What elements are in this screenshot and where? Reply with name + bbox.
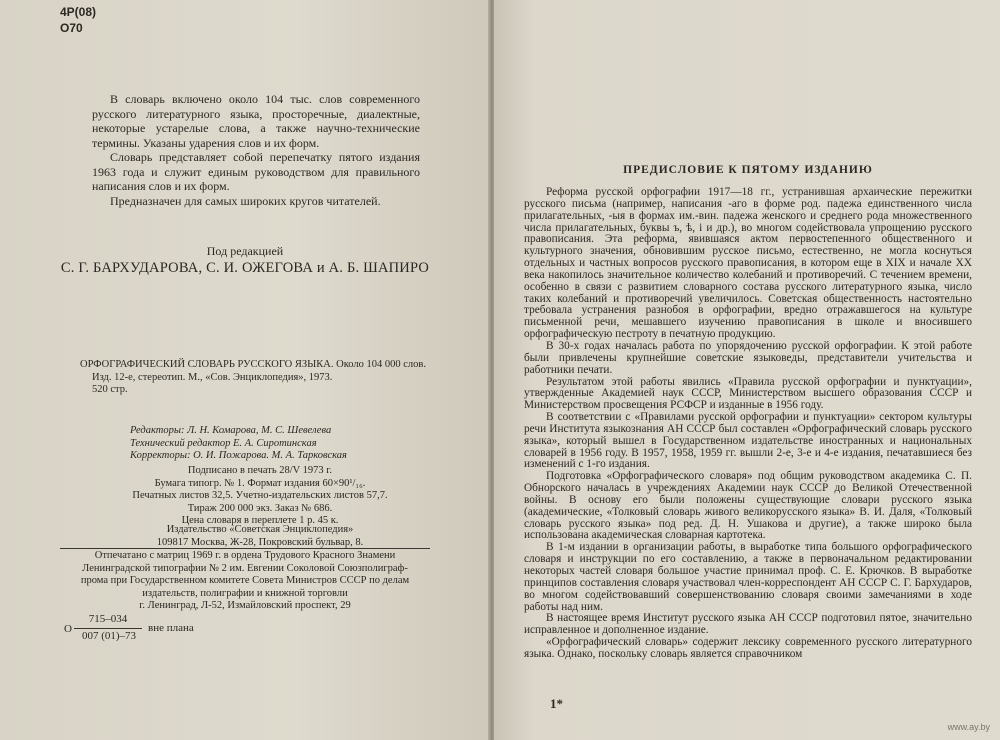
publisher-line: 109817 Москва, Ж-28, Покровский бульвар, 8. [156, 536, 364, 548]
foreword-heading: ПРЕДИСЛОВИЕ К ПЯТОМУ ИЗДАНИЮ [623, 164, 873, 176]
code-suffix: вне плана [148, 622, 194, 634]
print-data-line: Тираж 200 000 экз. Заказ № 686. [187, 502, 333, 514]
code-denominator: 007 (01)–73 [81, 630, 137, 642]
editors-names: С. Г. БАРХУДАРОВА, С. И. ОЖЕГОВА и А. Б. ШАПИРО [60, 260, 430, 276]
foreword-paragraph: «Орфографический словарь» содержит лексику современного русского литературного языка. Однако, поскольку словарь является справочником [524, 636, 972, 660]
foreword-paragraph: В 30-х годах началась работа по упорядочению русской орфографии. К этой работе были привлечены крупнейшие советские языковеды, представители учительства и работники печати. [524, 339, 972, 376]
foreword-paragraph: В настоящее время Институт русского языка АН СССР подготовил пятое, значительно исправленное и дополненное издание. [524, 612, 972, 637]
annotation-paragraph: В словарь включено около 104 тыс. слов современного русского литературного языка, просторечные, диалектные, некоторые устарелые слова, а также научно-технические термины. Указаны ударения слов и их форм. [92, 92, 420, 150]
catalog-entry [80, 359, 460, 397]
print-data-line: Бумага типогр. № 1. Формат издания 60×90¹/₁₆. [154, 477, 366, 489]
staff-line: Технический редактор Е. А. Сиротинская [130, 437, 317, 449]
annotation-paragraph: Предназначен для самых широких кругов читателей. [110, 193, 381, 208]
code-prefix: О [64, 623, 72, 635]
printer-line: г. Ленинград, Л-52, Измайловский проспект, 29 [139, 600, 351, 611]
right-page [494, 0, 1000, 740]
foreword-paragraph: Подготовка «Орфографического словаря» под общим руководством академика С. П. Обнорского началась в учреждениях Академии наук СССР до Великой Отечественной войны. В основу его были положены существующие словари русского языка (академические, «Толковый словарь живого великорусского языка» В. И. Даля, «Толковый словарь русского языка» под ред. Д. Н. Ушакова и другие), а также широко была использована академическая словарная картотека. [524, 470, 972, 542]
page-number: 1* [550, 696, 563, 711]
editorship-label: Под редакцией [206, 244, 284, 258]
foreword-paragraph: В соответствии с «Правилами русской орфографии и пунктуации» сектором культуры речи Института языкознания АН СССР был составлен «Орфографический словарь русского языка», который вышел в Государственном издательстве иностранных и национальных словарей в 1956 году. В 1957, 1958, 1959 гг. вышли 2-е, 3-е и 4-е издания, печатавшиеся без изменений с 1-го издания. [524, 411, 972, 471]
catalog-line: ОРФОГРАФИЧЕСКИЙ СЛОВАРЬ РУССКОГО ЯЗЫКА. Около 104 000 слов. [80, 359, 426, 370]
print-data-line: Печатных листов 32,5. Учетно-издательских листов 57,7. [132, 490, 388, 501]
publisher-info [80, 524, 440, 549]
staff-credits [130, 425, 460, 463]
catalog-line: 520 стр. [92, 384, 128, 395]
foreword-paragraph: В 1-м издании в организации работы, в выработке типа большого орфографического словаря и инструкции по его составлению, а также в первоначальном редактировании некоторых частей словаря большое участие принимал проф. С. Е. Крючков. В выработке принципов составления словаря участвовал член-корреспондент АН СССР С. Г. Бархударов, во многом содействовавший совершенствованию словаря своими замечаниями в ходе работы над ним. [524, 541, 972, 613]
printer-line: прома при Государственном комитете Совета Министров СССР по делам [80, 575, 410, 586]
left-page [0, 0, 490, 740]
print-data-line: Цена словаря в переплете 1 р. 45 к. [181, 515, 339, 526]
printer-info [60, 550, 430, 613]
printer-line: Отпечатано с матриц 1969 г. в ордена Трудового Красного Знамени [94, 550, 396, 561]
publication-code [62, 613, 282, 647]
code-numerator: 715–034 [88, 613, 128, 625]
staff-line: Редакторы: Л. Н. Комарова, М. С. Шевелева [130, 425, 332, 436]
code-fraction-bar [74, 628, 142, 629]
printer-line: издательств, полиграфии и книжной торговли [142, 587, 348, 599]
foreword-paragraph: Реформа русской орфографии 1917—18 гг., устранившая архаические пережитки русского письма (например, написания -аго в форме род. падежа единственного числа прилагательных, -ыя в формах им.-вин. падежа женского и среднего рода множественного числа прилагательных, буквы ъ, ѣ, і и др.), во многом содействовала упрощению русского правописания. Эта реформа, явившаяся актом первостепенного общественного и культурного значения, обновившим русское письмо, естественно, не могла коснуться отдельных и частных вопросов русского правописания, в котором еще в XIX и начале XX века накопилось значительное количество колебаний и противоречий. С течением времени, особенно в связи с развитием словарного состава русского литературного языка, число таких колебаний и противоречий увеличилось. Советская общественность настоятельно требовала устранения разнобоя в орфографии, вредно отражавшегося на культуре письменной речи, мешавшего изучению правописания в школе и вносившего орфографическую пестроту в печатную продукцию. [524, 186, 972, 341]
annotation-block [92, 92, 420, 208]
publisher-line: Издательство «Советская Энциклопедия» [166, 524, 354, 535]
foreword-paragraph: Результатом этой работы явились «Правила русской орфографии и пунктуации», утвержденные Академией наук СССР, Министерством высшего образования СССР и Министерством просвещения РСФСР и изданные в 1956 году. [524, 375, 972, 412]
print-data [80, 465, 440, 528]
classification-code-bottom: О70 [60, 21, 83, 35]
classification-code-top: 4Р(08) [60, 5, 97, 19]
watermark: www.ay.by [947, 722, 990, 732]
staff-line: Корректоры: О. И. Пожарова. М. А. Тарковская [130, 450, 347, 461]
catalog-line: Изд. 12-е, стереотип. М., «Сов. Энциклопедия», 1973. [92, 371, 333, 383]
divider-rule [60, 548, 430, 549]
printer-line: Ленинградской типографии № 2 им. Евгении Соколовой Союзполиграф- [82, 562, 408, 574]
print-data-line: Подписано в печать 28/V 1973 г. [187, 465, 333, 476]
annotation-paragraph: Словарь представляет собой перепечатку пятого издания 1963 года и служит единым руководством для правильного написания слов и их форм. [92, 150, 420, 193]
foreword [524, 164, 972, 661]
